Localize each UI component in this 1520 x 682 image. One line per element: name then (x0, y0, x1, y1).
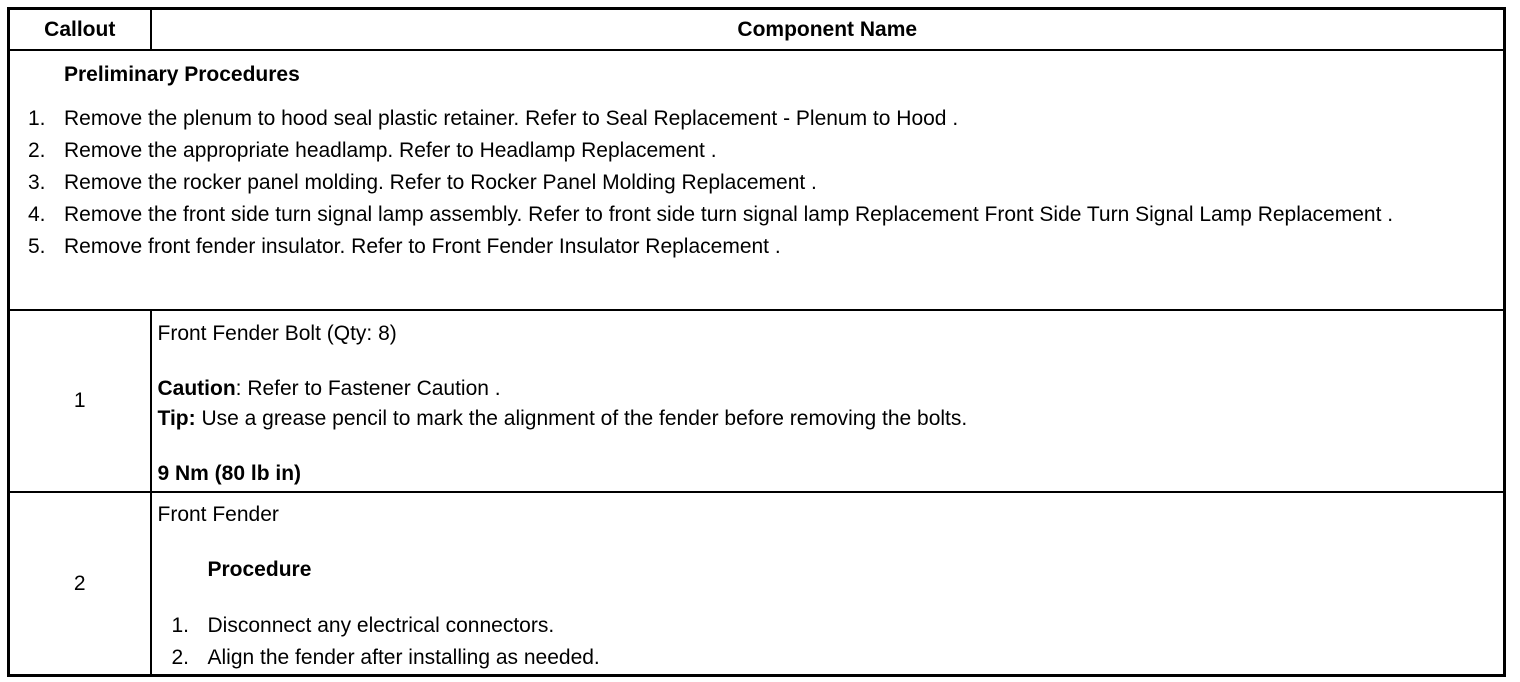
step-text: Remove the appropriate headlamp. Refer to Headlamp Replacement . (64, 139, 717, 162)
header-callout: Callout (9, 9, 151, 51)
preliminary-row (9, 50, 1505, 310)
component-name: Front Fender Bolt (Qty: 8) (157, 322, 397, 345)
preliminary-step (10, 136, 1503, 166)
step-text: Remove front fender insulator. Refer to Front Fender Insulator Replacement . (64, 235, 781, 258)
caution-label: Caution (157, 377, 236, 400)
step-number: 1. (28, 107, 46, 130)
component-row (9, 310, 1505, 492)
callout-number: 1 (9, 310, 151, 492)
procedure-step (158, 610, 1504, 642)
step-text: Remove the front side turn signal lamp assembly. Refer to front side turn signal lamp Replacement Front Side Turn Signal Lamp Replacement . (64, 203, 1394, 226)
procedure-steps (158, 610, 1504, 674)
component-cell (151, 310, 1505, 492)
header-component-name: Component Name (151, 9, 1505, 51)
procedure-table (7, 7, 1506, 677)
component-cell (151, 492, 1505, 676)
component-row (9, 492, 1505, 676)
preliminary-step (10, 104, 1503, 134)
procedure-step (158, 642, 1504, 674)
preliminary-title: Preliminary Procedures (64, 63, 300, 86)
step-number: 5. (28, 235, 46, 258)
procedure-title: Procedure (207, 558, 312, 581)
preliminary-cell (9, 50, 1505, 310)
tip-note (158, 404, 1504, 434)
preliminary-step (10, 200, 1503, 230)
step-number: 4. (28, 203, 46, 226)
preliminary-steps (10, 104, 1503, 262)
step-number: 3. (28, 171, 46, 194)
preliminary-step (10, 232, 1503, 262)
component-name: Front Fender (157, 503, 279, 526)
step-text: Remove the rocker panel molding. Refer to Rocker Panel Molding Replacement . (64, 171, 817, 194)
caution-text: : Refer to Fastener Caution . (235, 377, 501, 400)
header-row (9, 9, 1505, 51)
caution-note (158, 374, 1504, 404)
step-number: 1. (171, 614, 190, 637)
step-text: Remove the plenum to hood seal plastic retainer. Refer to Seal Replacement - Plenum to Hood . (64, 107, 959, 130)
step-number: 2. (28, 139, 46, 162)
tip-label: Tip: (157, 407, 196, 430)
tip-text: Use a grease pencil to mark the alignment of the fender before removing the bolts. (195, 407, 968, 430)
step-text: Align the fender after installing as needed. (207, 646, 600, 669)
step-number: 2. (171, 646, 190, 669)
callout-number: 2 (9, 492, 151, 676)
preliminary-step (10, 168, 1503, 198)
step-text: Disconnect any electrical connectors. (207, 614, 555, 637)
torque-spec: 9 Nm (80 lb in) (157, 462, 302, 485)
